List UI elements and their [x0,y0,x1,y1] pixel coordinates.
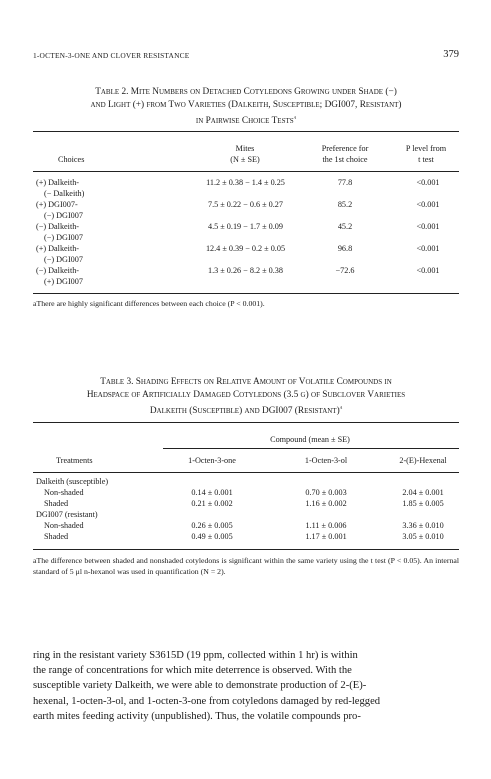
table2-preference: 45.2 [337,222,353,231]
table2-mites: 11.2 ± 0.38 − 1.4 ± 0.25 [206,178,285,187]
table2-mites: 7.5 ± 0.22 − 0.6 ± 0.27 [207,200,283,209]
table2-preference: 77.8 [337,178,353,187]
table3-treatment: Non-shaded [44,488,84,497]
table3-footnote: aThe difference between shaded and nonshaded cotyledons is significant within the same variety using the t test (P < 0.05). An internal standard of 5 μl n-hexanol was used in quantification (N = 2). [33,556,459,576]
table3-header-col1: 1-Octen-3-one [188,456,236,465]
table3-group-label: Dalkeith (susceptible) [36,477,109,486]
table2-caption-line2: and Light (+) from Two Varieties (Dalkeith, Susceptible; DGI007, Resistant) [90,100,402,110]
table2-caption-line3-text: in Pairwise Choice Tests [195,116,294,127]
table2-caption [33,86,459,128]
table2-choice2: (−) DGI007 [44,255,83,264]
table2-header-mites-line2: (N ± SE) [230,154,260,164]
running-head [33,49,459,63]
table3-header-col2: 1-Octen-3-ol [304,456,348,465]
body-line: the range of concentrations for which mite deterrence is observed. With the [33,665,352,677]
table3-caption [33,376,459,418]
table3-octenol-value: 1.16 ± 0.002 [305,499,347,508]
table2-header-pref-line1: Preference for [321,144,369,153]
table3-hexenal-value: 3.36 ± 0.010 [402,521,444,530]
table2-p-level: <0.001 [416,222,440,231]
table2-header-pref-line2: the 1st choice [322,154,368,164]
table2-caption-line1: Table 2. Mite Numbers on Detached Cotyledons Growing under Shade (−) [95,87,397,97]
table3-treatment: Non-shaded [44,521,84,530]
table3-top-rule [33,422,459,423]
table3-treatment: Shaded [44,532,69,541]
body-paragraph [33,648,459,724]
table2-p-level: <0.001 [416,266,440,275]
table2-header-plevel-line2: t test [418,154,434,164]
table2-choice1: (+) Dalkeith- [36,178,80,187]
table3-hexenal-value: 2.04 ± 0.001 [402,488,444,497]
table2-caption-line3 [33,112,459,128]
table3-header-treatments: Treatments [56,456,93,465]
table2-choice2: (−) DGI007 [44,233,83,242]
table3-octenone-value: 0.14 ± 0.001 [191,488,233,497]
table2-p-level: <0.001 [416,178,440,187]
table3-bottom-rule [33,549,459,550]
table2-preference: −72.6 [335,266,355,275]
table2-header-plevel [393,144,459,165]
table2-footnote: aThere are highly significant differences between each choice (P < 0.001). [33,299,265,308]
body-line: hexenal, 1-octen-3-ol, and 1-octen-3-one from cotyledons damaged by red-legged [33,695,381,707]
table2-p-level: <0.001 [416,200,440,209]
body-line: earth mites feeding activity (unpublished). Thus, the volatile compounds pro- [33,710,361,722]
table3-caption-line3-text: Dalkeith (Susceptible) and DGI007 (Resistant) [149,406,340,417]
table2-mites: 1.3 ± 0.26 − 8.2 ± 0.38 [207,266,283,275]
running-title: 1-OCTEN-3-ONE AND CLOVER RESISTANCE [33,51,190,60]
table2-choice1: (+) DGI007- [36,200,78,209]
table3-hexenal-value: 1.85 ± 0.005 [402,499,444,508]
table3-octenone-value: 0.49 ± 0.005 [191,532,233,541]
table2-preference: 85.2 [337,200,353,209]
table3-treatment: Shaded [44,499,69,508]
table3-group-label: DGI007 (resistant) [36,510,98,519]
table3-header-col3: 2-(E)-Hexenal [399,456,447,465]
table2-choice1: (−) Dalkeith- [36,222,80,231]
table3-hexenal-value: 3.05 ± 0.010 [402,532,444,541]
table2-choice2: (+) DGI007 [44,277,83,286]
table2-header-choices: Choices [58,155,85,164]
table2-header-rule [33,171,459,172]
table2-choice2: (− Dalkeith) [44,189,85,198]
table3-octenone-value: 0.21 ± 0.002 [191,499,233,508]
table3-caption-line3 [33,402,459,418]
table3-compound-rule [163,448,459,449]
table3-caption-line2: Headspace of Artificially Damaged Cotyledons (3.5 g) of Subclover Varieties [86,390,406,400]
table2-mites: 12.4 ± 0.39 − 0.2 ± 0.05 [205,244,286,253]
table2-header-mites [190,144,300,165]
page-number: 379 [443,49,459,60]
table2-choice2: (−) DGI007 [44,211,83,220]
table3-octenol-value: 0.70 ± 0.003 [305,488,347,497]
body-line: ring in the resistant variety S3615D (19 ppm, collected within 1 hr) is within [33,650,358,661]
table2-top-rule [33,131,459,132]
table3-octenol-value: 1.17 ± 0.001 [305,532,347,541]
body-line: susceptible variety Dalkeith, we were able to demonstrate production of 2-(E)- [33,680,367,692]
table3-header-compound-group: Compound (mean ± SE) [270,435,350,444]
table2-choice1: (+) Dalkeith- [36,244,80,253]
table2-bottom-rule [33,293,459,294]
table3-header-rule [33,472,459,473]
table3-octenone-value: 0.26 ± 0.005 [191,521,233,530]
table2-mites: 4.5 ± 0.19 − 1.7 ± 0.09 [207,222,283,231]
table3-octenol-value: 1.11 ± 0.006 [305,521,347,530]
table2-caption-mark: a [293,115,297,121]
table2-choice1: (−) Dalkeith- [36,266,80,275]
table2-header-preference [305,144,385,165]
table3-caption-line1: Table 3. Shading Effects on Relative Amount of Volatile Compounds in [100,377,392,387]
table2-header-plevel-line1: P level from [405,144,447,153]
table2-preference: 96.8 [337,244,353,253]
table2-header-mites-line1: Mites [235,144,255,153]
table3-caption-mark: a [339,405,343,411]
table2-p-level: <0.001 [416,244,440,253]
